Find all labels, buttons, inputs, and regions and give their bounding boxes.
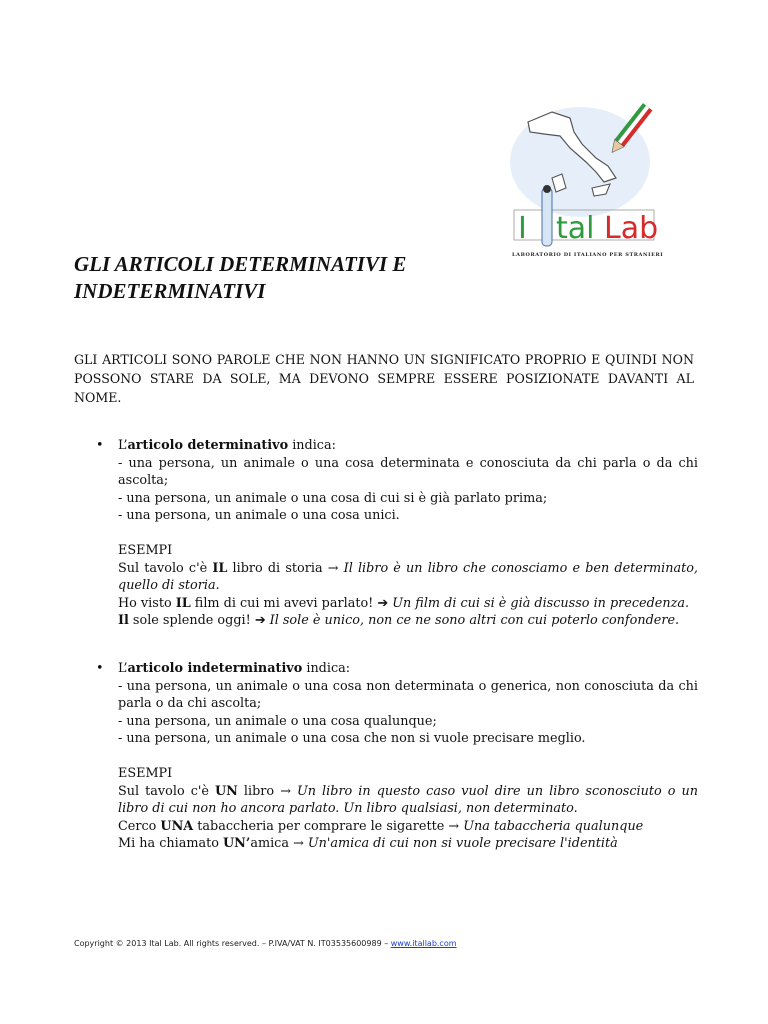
section-heading: L’articolo determinativo indica: [118, 438, 336, 453]
itallab-logo [500, 92, 670, 262]
website-link[interactable]: www.itallab.com [390, 939, 457, 948]
example-row: Ho visto IL film di cui mi avevi parlato! ➔ Un film di cui si è già discusso in precedenza. [118, 595, 690, 611]
example-row: Cerco UNA tabaccheria per comprare le sigarette → Una tabaccheria qualunque [118, 818, 644, 834]
list-item: - una persona, un animale o una cosa unici. [118, 508, 400, 524]
arrow-icon: ➔ [254, 613, 266, 629]
list-item: - una persona, un animale o una cosa qualunque; [118, 713, 437, 729]
example-row: Il sole splende oggi! ➔ Il sole è unico, non ce ne sono altri con cui poterlo confondere. [118, 613, 680, 629]
section-indeterminativo [74, 660, 698, 853]
arrow-icon: → [293, 836, 304, 852]
svg-text:I: I [518, 211, 527, 246]
arrow-icon: → [327, 560, 339, 576]
logo-caption: LABORATORIO DI ITALIANO PER STRANIERI [512, 252, 664, 258]
arrow-icon: ➔ [377, 595, 389, 611]
svg-text:tal: tal [556, 211, 595, 246]
section-determinativo [74, 437, 698, 630]
bullet-icon: • [96, 438, 104, 453]
arrow-icon: → [448, 818, 460, 834]
examples-label: ESEMPI [118, 765, 173, 781]
list-item: - una persona, un animale o una cosa di cui si è già parlato prima; [118, 490, 548, 506]
list-item: - una persona, un animale o una cosa che non si vuole precisare meglio. [118, 731, 586, 747]
example-row: Mi ha chiamato UN’amica → Un'amica di cui non si vuole precisare l'identità [118, 836, 618, 852]
title-line-2: INDETERMINATIVI [74, 279, 266, 303]
examples-label: ESEMPI [118, 542, 173, 558]
arrow-icon: → [280, 783, 291, 799]
footer-copyright: Copyright © 2013 Ital Lab. All rights reserved. – P.IVA/VAT N. IT03535600989 – www.itallab.com [74, 939, 457, 948]
list-item: - una persona, un animale o una cosa determinata e conosciuta da chi parla o da chi ascolta; [118, 455, 698, 489]
title-line-1: GLI ARTICOLI DETERMINATIVI E [74, 252, 407, 276]
section-heading: L’articolo indeterminativo indica: [118, 661, 351, 676]
page-title [74, 251, 534, 305]
list-item: - una persona, un animale o una cosa non determinata o generica, non conosciuta da chi parla o da chi ascolta; [118, 678, 698, 712]
intro-paragraph: GLI ARTICOLI SONO PAROLE CHE NON HANNO UN SIGNIFICATO PROPRIO E QUINDI NON POSSONO STARE DA SOLE, MA DEVONO SEMPRE ESSERE POSIZIONATE DAVANTI AL NOME. [74, 352, 694, 405]
svg-text:Lab: Lab [604, 211, 659, 246]
example-row: Sul tavolo c'è UN libro → Un libro in questo caso vuol dire un libro sconosciuto o un libro di cui non ho ancora parlato. Un libro qualsiasi, non determinato. [118, 783, 698, 817]
example-row: Sul tavolo c'è IL libro di storia → Il libro è un libro che conosciamo e ben determinato, quello di storia. [118, 560, 698, 594]
bullet-icon: • [96, 661, 104, 676]
